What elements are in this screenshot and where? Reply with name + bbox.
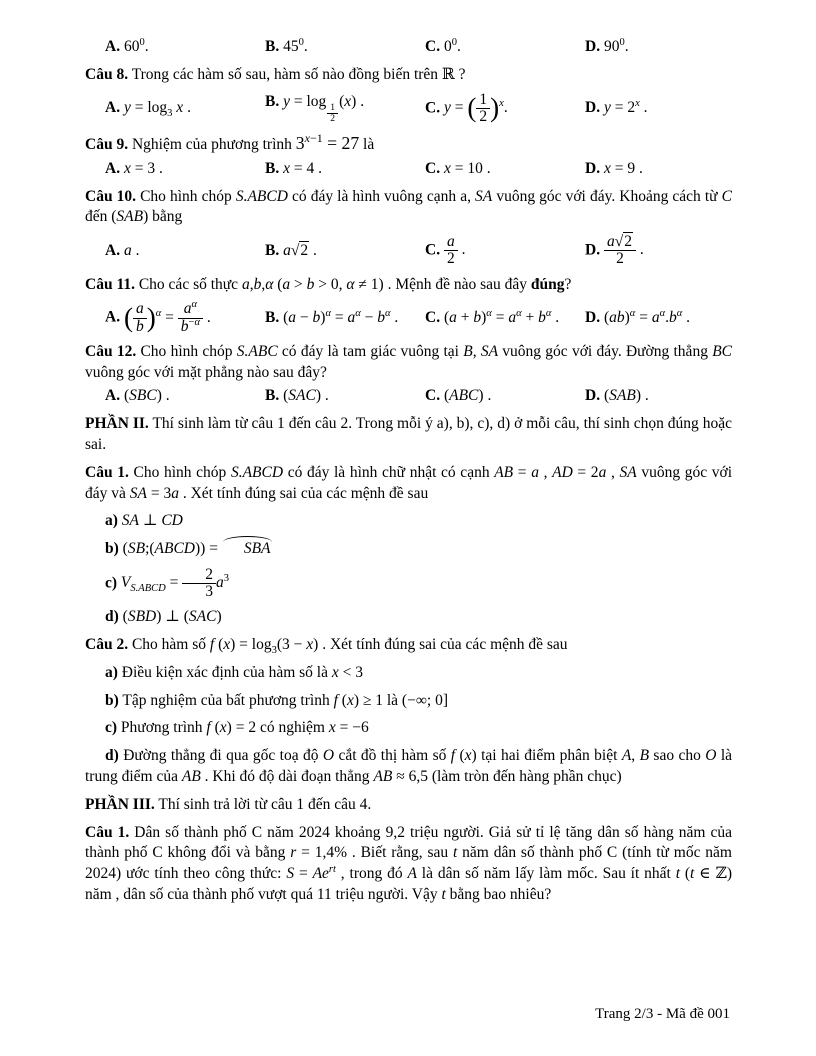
option-d-label: D. [585, 98, 601, 116]
option-a-value: x = 3 . [123, 159, 163, 177]
question-12-options [85, 386, 732, 407]
option-c-value: $(a + b)^\alpha = a^\alpha + b^\alpha$ . [443, 307, 560, 326]
option-b [265, 92, 425, 124]
part2-label: PHẦN II. [85, 415, 149, 433]
option-b [265, 37, 425, 58]
question-11-text: Cho các số thực a,b,α (a > b > 0, α ≠ 1) . Mệnh đề nào sau đây đúng? [138, 275, 572, 293]
option-d-value: $y = 2^x$ . [603, 97, 648, 116]
option-a [105, 301, 265, 335]
option-b-label: B. [265, 38, 280, 55]
option-b-value: (SAC) . [283, 387, 329, 405]
option-b-value: $45^0$. [283, 36, 308, 55]
option-c-value: $\frac{a}{2}$ . [444, 241, 466, 258]
part2-intro [85, 414, 732, 456]
option-b-label: B. [265, 387, 280, 405]
option-c-label: C. [425, 38, 441, 55]
option-b-value: $(a - b)^\alpha = a^\alpha - b^\alpha$ . [283, 307, 399, 326]
part2-question-1-label: Câu 1. [85, 463, 129, 481]
item-d-label: d) [105, 608, 119, 626]
part3-text: Thí sinh trả lời từ câu 1 đến câu 4. [158, 795, 372, 813]
question-11 [85, 275, 732, 296]
option-d-label: D. [585, 387, 601, 405]
item-b-label: b) [105, 691, 119, 709]
item-c-label: c) [105, 719, 118, 737]
part2-question-2-label: Câu 2. [85, 636, 129, 654]
question-8-label: Câu 8. [85, 65, 129, 83]
option-c [425, 37, 585, 58]
option-a-label: A. [105, 308, 121, 326]
part2-question-1-text: Cho hình chóp S.ABCD có đáy là hình chữ nhật có cạnh AB = a , AD = 2a , SA vuông góc với đáy và SA = 3a . Xét tính đúng sai của các mệnh đề sau [85, 463, 733, 502]
option-a-value: $y = \log_3 x$ . [123, 98, 191, 119]
part3-label: PHẦN III. [85, 795, 155, 813]
option-a [105, 386, 265, 407]
item-c-content: $V_{S.ABCD}$ = $\frac{2}{3}$ $a^3$ [120, 565, 230, 601]
option-a-value: $60^0$. [123, 36, 149, 55]
option-c-label: C. [425, 387, 441, 405]
part2-q1-item-b [85, 539, 732, 560]
option-a-label: A. [105, 38, 121, 55]
part2-q1-item-d [85, 607, 732, 628]
option-b-value: x = 4 . [283, 159, 322, 177]
option-a [105, 159, 265, 180]
option-c-label: C. [425, 241, 441, 259]
option-c-value: $0^0$. [443, 36, 461, 55]
option-d-value: $\frac{a√2}{2}$ . [604, 241, 644, 258]
part2-q2-item-a [85, 663, 732, 684]
question-10-options [85, 234, 732, 268]
option-c-value: x = 10 . [443, 159, 491, 177]
part2-q1-item-a [85, 511, 732, 532]
option-b-label: B. [265, 308, 280, 326]
question-12-label: Câu 12. [85, 342, 137, 360]
option-d-value: $(ab)^\alpha = a^\alpha.b^\alpha$ . [603, 307, 691, 326]
question-9-text: Nghiệm của phương trình $3^{x-1} = 27$ là [131, 131, 375, 154]
item-b-content: (SB;(ABCD)) = SBA [123, 540, 273, 557]
question-8-options [85, 92, 732, 126]
item-b-content: Tập nghiệm của bất phương trình f (x) ≥ 1 là (−∞; 0] [122, 691, 448, 709]
item-a-content: SA ⊥ CD [121, 512, 183, 530]
option-d [585, 37, 732, 58]
part3-intro [85, 795, 732, 816]
option-a-label: A. [105, 98, 121, 116]
option-b-label: B. [265, 159, 280, 177]
part2-question-2-text: Cho hàm số f $(x) = \log_3(3 - x)$ . Xét tính đúng sai của các mệnh đề sau [131, 636, 568, 657]
option-c [425, 234, 585, 268]
question-9-label: Câu 9. [85, 136, 129, 154]
option-a-value: ( $\frac{a}{b}$ )$^\alpha$ = $\frac{a^\alpha}{b^{-\alpha}}$ . [123, 299, 211, 335]
option-a-label: A. [105, 241, 121, 259]
option-d-label: D. [585, 38, 601, 55]
option-d-value: $90^0$. [603, 36, 629, 55]
part3-question-1-text: Dân số thành phố C năm 2024 khoảng 9,2 triệu người. Giả sử tỉ lệ tăng dân số hàng năm của thành phố C không đổi và bằng r = 1,4% . Biết rằng, sau t năm dân số thành phố C (tính từ mốc năm 2024) ước tính theo công thức: $S = Ae^{rt}$ , trong đó A là dân số năm lấy làm mốc. Sau ít nhất t (t ∈ ℤ) năm , dân số của thành phố vượt quá 11 triệu người. Vậy t bằng bao nhiêu? [85, 823, 733, 903]
option-a [105, 241, 265, 262]
part2-q2-item-b [85, 691, 732, 712]
option-c-value: (ABC) . [443, 387, 492, 405]
option-d-label: D. [585, 241, 601, 259]
option-b-label: B. [265, 241, 280, 259]
question-12 [85, 342, 732, 384]
question-10-text: Cho hình chóp S.ABCD có đáy là hình vuông cạnh a, SA vuông góc với đáy. Khoảng cách từ C đến (SAB) bằng [85, 187, 732, 226]
question-8-text: Trong các hàm số sau, hàm số nào đồng biến trên ℝ ? [131, 65, 466, 83]
item-c-content: Phương trình f (x) = 2 có nghiệm x = −6 [120, 719, 369, 737]
option-b-label: B. [265, 93, 280, 111]
part2-question-2 [85, 635, 732, 656]
option-c [425, 386, 585, 407]
item-d-content: Đường thẳng đi qua gốc toạ độ O cắt đồ thị hàm số f (x) tại hai điểm phân biệt A, B sao cho O là trung điểm của AB . Khi đó độ dài đoạn thẳng AB ≈ 6,5 (làm tròn đến hàng phần chục) [85, 747, 733, 785]
item-c-label: c) [105, 574, 118, 592]
option-b-value: y = log $\frac{1}{2}$ (x) . [283, 93, 365, 125]
option-d-value: x = 9 . [603, 159, 643, 177]
part3-question-1-label: Câu 1. [85, 823, 130, 841]
option-c-label: C. [425, 98, 441, 116]
option-d [585, 159, 732, 180]
part2-q1-item-c [85, 567, 732, 601]
option-b [265, 308, 425, 329]
option-c-label: C. [425, 308, 441, 326]
option-a-value: (SBC) . [123, 387, 170, 405]
question-9-options [85, 159, 732, 180]
option-b [265, 386, 425, 407]
item-a-label: a) [105, 512, 118, 530]
option-c-value: y = ( $\frac{1}{2}$ )$^x$. [443, 90, 508, 125]
item-d-label: d) [105, 747, 119, 765]
option-d [585, 386, 732, 407]
option-d [585, 98, 732, 119]
page-footer: Trang 2/3 - Mã đề 001 [595, 1005, 730, 1022]
option-c [425, 159, 585, 180]
option-d-label: D. [585, 159, 601, 177]
option-b-value: a√2 . [283, 241, 317, 259]
option-a-label: A. [105, 159, 121, 177]
option-c [425, 308, 585, 329]
question-9 [85, 132, 732, 156]
question-11-options [85, 301, 732, 335]
option-a-value: a . [123, 241, 140, 259]
item-a-content: Điều kiện xác định của hàm số là x < 3 [121, 663, 363, 681]
option-b [265, 159, 425, 180]
question-11-label: Câu 11. [85, 275, 135, 293]
question-8 [85, 65, 732, 86]
option-c [425, 92, 585, 126]
option-d-label: D. [585, 308, 601, 326]
question-10 [85, 187, 732, 229]
question-12-text: Cho hình chóp S.ABC có đáy là tam giác vuông tại B, SA vuông góc với đáy. Đường thẳng BC vuông góc với mặt phẳng nào sau đây? [85, 342, 733, 381]
item-b-label: b) [105, 540, 119, 558]
part2-q2-item-d [85, 746, 732, 788]
item-a-label: a) [105, 663, 118, 681]
item-d-content: (SBD) ⊥ (SAC) [122, 608, 222, 626]
option-b [265, 241, 425, 262]
part2-text: Thí sinh làm từ câu 1 đến câu 2. Trong mỗi ý a), b), c), d) ở mỗi câu, thí sinh chọn đúng hoặc sai. [85, 415, 732, 454]
option-a-label: A. [105, 387, 121, 405]
option-c-label: C. [425, 159, 441, 177]
option-a [105, 37, 265, 58]
option-a [105, 98, 265, 119]
part3-question-1 [85, 823, 732, 906]
part2-question-1 [85, 463, 732, 505]
option-d-value: (SAB) . [603, 387, 649, 405]
question-10-label: Câu 10. [85, 187, 137, 205]
part2-q2-item-c [85, 718, 732, 739]
option-d [585, 308, 732, 329]
option-d [585, 234, 732, 268]
question-7-options [85, 37, 732, 58]
